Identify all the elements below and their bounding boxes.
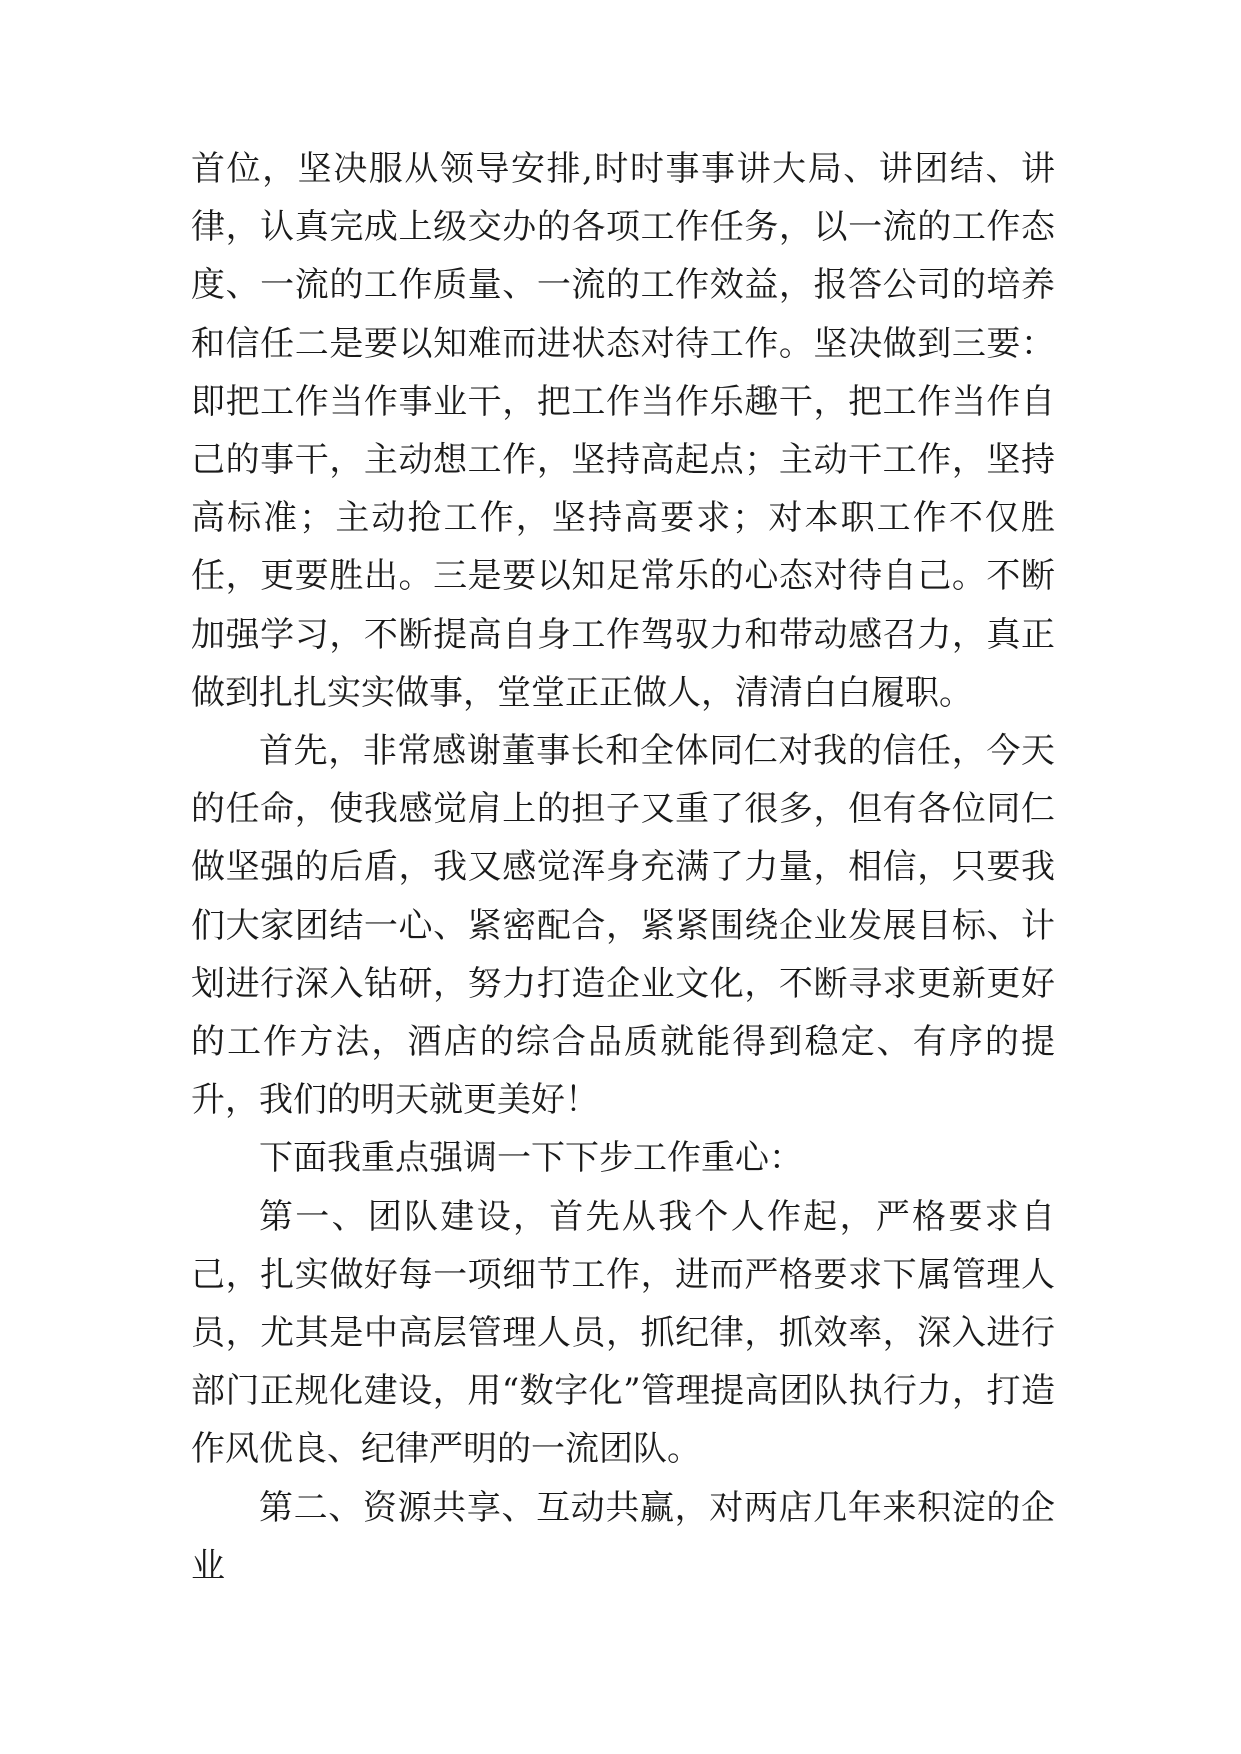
document-body [191, 140, 1055, 1595]
paragraph-1: 首位，坚决服从领导安排,时时事事讲大局、讲团结、讲律，认真完成上级交办的各项工作任务，以一流的工作态度、一流的工作质量、一流的工作效益，报答公司的培养和信任二是要以知难而进状态对待工作。坚决做到三要：即把工作当作事业干，把工作当作乐趣干，把工作当作自己的事干，主动想工作，坚持高起点；主动干工作，坚持高标准；主动抢工作，坚持高要求；对本职工作不仅胜任，更要胜出。三是要以知足常乐的心态对待自己。不断加强学习，不断提高自身工作驾驭力和带动感召力，真正做到扎扎实实做事，堂堂正正做人，清清白白履职。 [191, 149, 1055, 713]
paragraph-2: 首先，非常感谢董事长和全体同仁对我的信任，今天的任命，使我感觉肩上的担子又重了很多，但有各位同仁做坚强的后盾，我又感觉浑身充满了力量，相信，只要我们大家团结一心、紧密配合，紧紧围绕企业发展目标、计划进行深入钻研，努力打造企业文化，不断寻求更新更好的工作方法，酒店的综合品质就能得到稳定、有序的提升，我们的明天就更美好！ [191, 731, 1055, 1121]
paragraph-5: 第二、资源共享、互动共赢，对两店几年来积淀的企业 [191, 1487, 1055, 1586]
paragraph-4: 第一、团队建设，首先从我个人作起，严格要求自己，扎实做好每一项细节工作，进而严格要求下属管理人员，尤其是中高层管理人员，抓纪律，抓效率，深入进行部门正规化建设，用“数字化”管理提高团队执行力，打造作风优良、纪律严明的一流团队。 [191, 1196, 1055, 1470]
paragraph-3: 下面我重点强调一下下步工作重心： [259, 1138, 803, 1179]
